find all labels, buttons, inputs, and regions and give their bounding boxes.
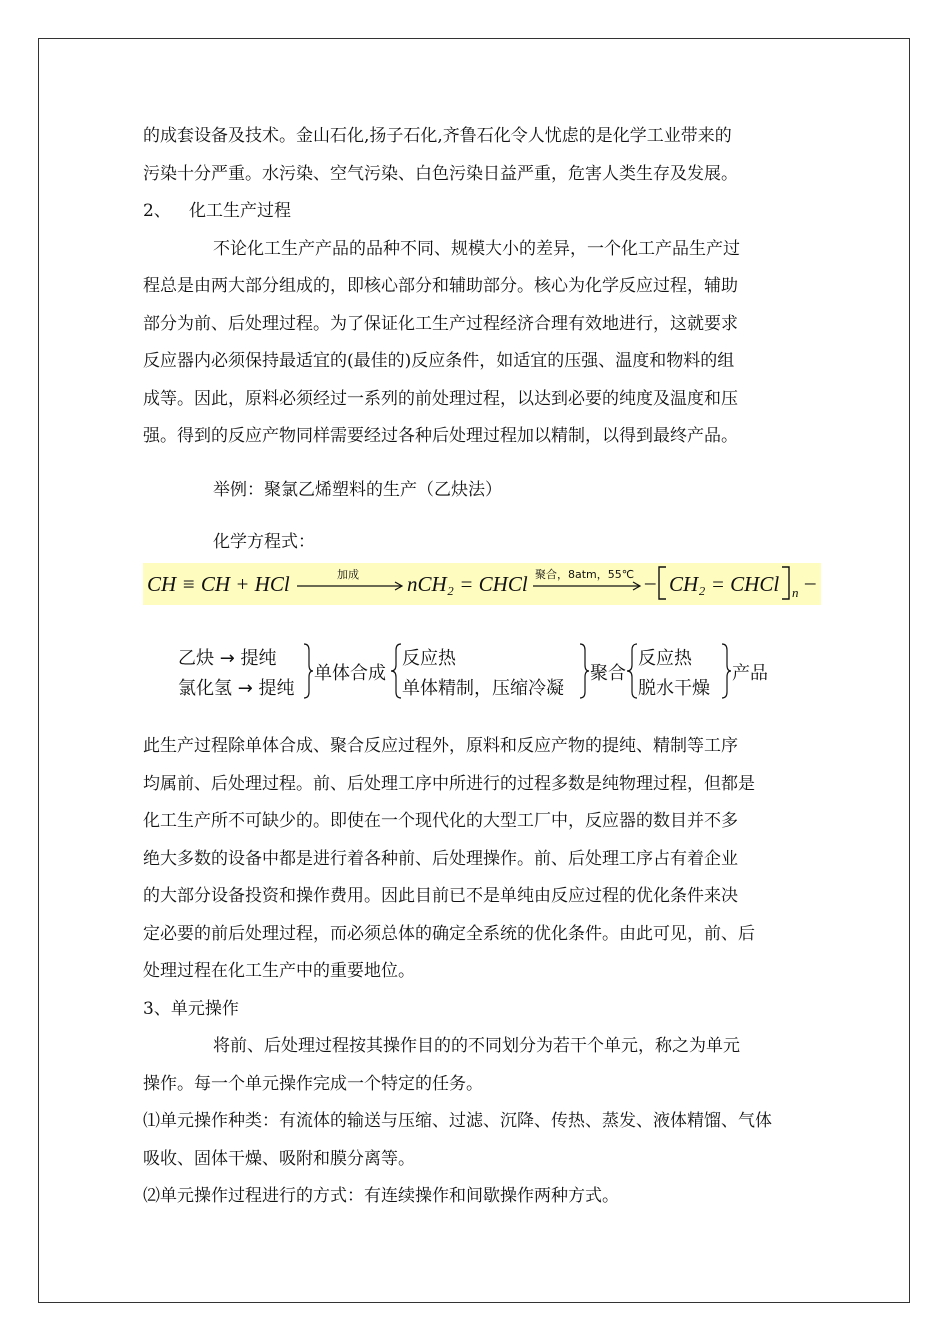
brace-3-icon (578, 642, 590, 700)
paragraph-line: 化工生产所不可缺少的。即使在一个现代化的大型工厂中，反应器的数目并不多 (143, 811, 738, 831)
flow-step-polymerization: 聚合 (590, 663, 626, 684)
subscript-n: n (792, 585, 799, 600)
paragraph-line: 均属前、后处理过程。前、后处理工序中所进行的过程多数是纯物理过程，但都是 (143, 773, 755, 794)
paragraph-line: 定必要的前后处理过程，而必须总体的确定全系统的优化条件。由此可见，前、后 (143, 923, 755, 944)
paragraph-line: 操作。每一个单元操作完成一个特定的任务。 (143, 1073, 483, 1094)
arrow2-label: 聚合，8atm，55℃ (535, 568, 635, 581)
arrow2-icon (533, 581, 645, 591)
paragraph-line: 成等。因此，原料必须经过一系列的前处理过程，以达到必要的纯度及温度和压 (143, 388, 738, 409)
equation-product: CH₂ = CHCl (669, 572, 780, 596)
section-number: 2、 (143, 201, 171, 221)
section-heading-3: 3、单元操作 (143, 998, 239, 1019)
flow-branch-refine: 单体精制，压缩冷凝 (402, 678, 564, 699)
dash-left: – (645, 570, 656, 594)
chemical-equation (145, 563, 821, 605)
section-title: 化工生产过程 (189, 201, 291, 221)
section-heading-2 (143, 193, 807, 231)
bracket-left-icon (657, 566, 667, 600)
paragraph-line: 强。得到的反应产物同样需要经过各种后处理过程加以精制，以得到最终产品。 (143, 426, 738, 446)
arrow1-icon (297, 581, 407, 591)
flow-input-acetylene: 乙炔 → 提纯 (178, 648, 277, 669)
paragraph-line: 的大部分设备投资和操作费用。因此目前已不是单纯由反应过程的优化条件来决 (143, 886, 738, 906)
paragraph-line: 此生产过程除单体合成、聚合反应过程外，原料和反应产物的提纯、精制等工序 (143, 736, 738, 756)
brace-5-icon (720, 642, 732, 700)
flow-branch-heat-1: 反应热 (402, 648, 456, 669)
equation-label: 化学方程式： (213, 532, 315, 552)
bracket-right-icon (781, 566, 791, 600)
paragraph-line: 绝大多数的设备中都是进行着各种前、后处理操作。前、后处理工序占有着企业 (143, 848, 738, 869)
top-text-block (143, 118, 807, 456)
paragraph-line: 部分为前、后处理过程。为了保证化工生产过程经济合理有效地进行，这就要求 (143, 313, 738, 334)
process-flow-diagram (178, 640, 798, 702)
equation-reactants: CH ≡ CH + HCl (147, 572, 290, 596)
paragraph-line: 吸收、固体干燥、吸附和膜分离等。 (143, 1148, 415, 1169)
brace-1-icon (302, 642, 314, 700)
arrow1-label: 加成 (337, 568, 359, 581)
list-item-unit-types: ⑴单元操作种类：有流体的输送与压缩、过滤、沉降、传热、蒸发、液体精馏、气体 (143, 1111, 772, 1131)
example-label: 举例：聚氯乙烯塑料的生产（乙炔法） (213, 480, 502, 500)
equation-intermediate: nCH₂ = CHCl (407, 572, 528, 596)
lower-text-block (143, 728, 807, 1216)
flow-branch-heat-2: 反应热 (638, 648, 692, 669)
flow-step-monomer-synthesis: 单体合成 (314, 663, 386, 684)
paragraph-line: 程总是由两大部分组成的，即核心部分和辅助部分。核心为化学反应过程，辅助 (143, 276, 738, 296)
paragraph-line: 不论化工生产产品的品种不同、规模大小的差异，一个化工产品生产过 (213, 238, 740, 259)
paragraph-line: 的成套设备及技术。金山石化,扬子石化,齐鲁石化令人忧虑的是化学工业带来的 (143, 126, 732, 146)
list-item-operation-modes: ⑵单元操作过程进行的方式：有连续操作和间歇操作两种方式。 (143, 1186, 619, 1206)
paragraph-line: 将前、后处理过程按其操作目的的不同划分为若干个单元，称之为单元 (213, 1036, 740, 1056)
brace-4-icon (626, 642, 638, 700)
brace-2-icon (390, 642, 402, 700)
paragraph-line: 污染十分严重。水污染、空气污染、白色污染日益严重，危害人类生存及发展。 (143, 163, 738, 184)
paragraph-line: 处理过程在化工生产中的重要地位。 (143, 961, 415, 981)
flow-output-product: 产品 (732, 663, 768, 684)
flow-input-hcl: 氯化氢 → 提纯 (178, 678, 295, 699)
paragraph-line: 反应器内必须保持最适宜的(最佳的)反应条件，如适宜的压强、温度和物料的组 (143, 351, 735, 371)
flow-branch-dewater: 脱水干燥 (638, 678, 710, 699)
dash-right: – (805, 570, 816, 594)
